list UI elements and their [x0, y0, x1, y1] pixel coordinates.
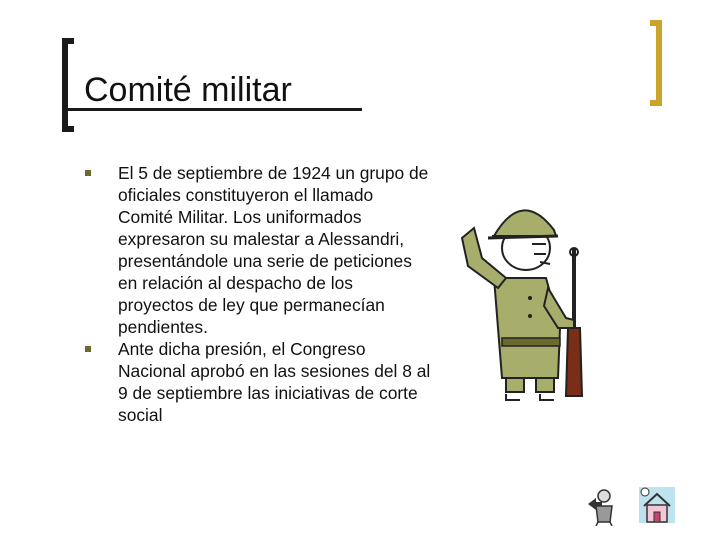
title-bracket	[62, 38, 74, 132]
bullet-marker	[85, 170, 91, 176]
bullet-text: El 5 de septiembre de 1924 un grupo de oficiales constituyeron el llamado Comité Militar. Los uniformados expresaron su malestar a Alessandri, presentándole una serie de peticiones en relación al despacho de los proyectos de ley que permanecían pendientes.	[118, 163, 429, 337]
slide-title: Comité militar	[84, 71, 292, 109]
accent-bracket	[650, 20, 662, 106]
bullet-item	[82, 338, 432, 426]
home-icon[interactable]	[636, 484, 678, 526]
back-arrow-person-icon[interactable]	[584, 484, 626, 526]
bullet-text: Ante dicha presión, el Congreso Nacional aprobó en las sesiones del 8 al 9 de septiembre las iniciativas de corte social	[118, 339, 431, 425]
saluting-soldier-icon	[448, 178, 608, 408]
bullet-list	[82, 162, 432, 426]
bullet-item	[82, 162, 432, 338]
bullet-marker	[85, 346, 91, 352]
